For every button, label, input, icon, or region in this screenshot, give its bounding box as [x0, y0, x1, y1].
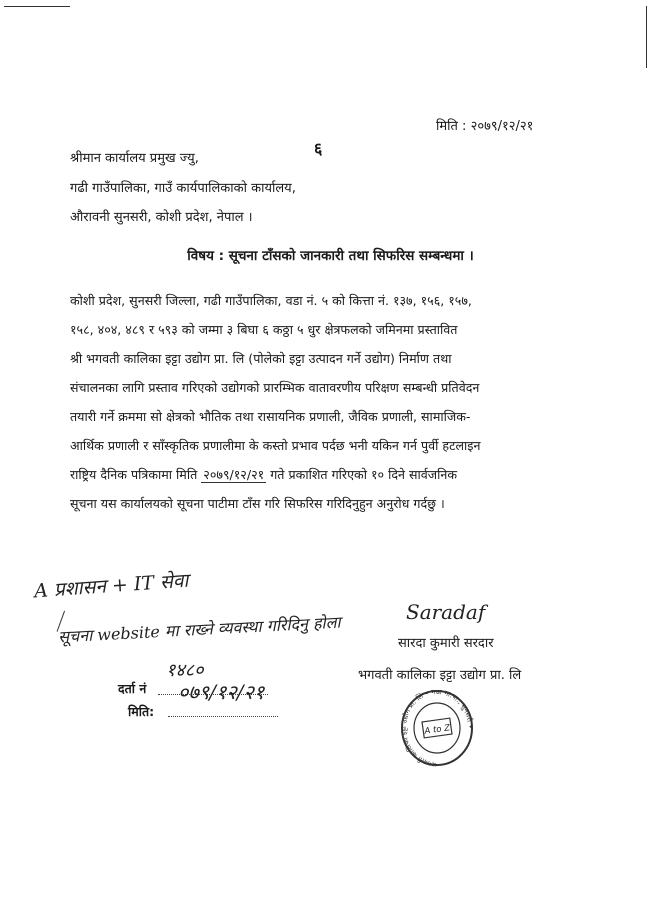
- handwritten-signature: Saradaf: [406, 600, 486, 624]
- registration-date-label: मिति:: [128, 704, 155, 719]
- letter-subject: विषय : सूचना टाँसको जानकारी तथा सिफरिस सम्बन्धमा ।: [187, 248, 474, 264]
- body-line-5: तयारी गर्ने क्रममा सो क्षेत्रको भौतिक तथा रासायनिक प्रणाली, जैविक प्रणाली, सामाजिक-: [70, 409, 471, 424]
- registration-number-value: १४८०: [166, 660, 204, 681]
- company-name: भगवती कालिका इट्टा उद्योग प्रा. लि: [358, 668, 522, 683]
- registration-date-value: ०७९/१२/२१: [178, 680, 265, 704]
- company-stamp: [400, 690, 474, 774]
- signer-name: सारदा कुमारी सरदार: [398, 636, 494, 651]
- handwritten-note-line-2: सूचना website मा राख्ने व्यवस्था गरिदिनु होला: [57, 612, 342, 647]
- body-line-3: श्री भगवती कालिका इट्टा उद्योग प्रा. लि (पोलेको इट्टा उत्पादन गर्ने उद्योग) निर्माण तथा: [70, 351, 452, 366]
- registration-date-dotted-line: [168, 716, 278, 717]
- scan-corner-mark-right: [646, 6, 647, 68]
- body-line-7-end: गते प्रकाशित गरिएको १० दिने सार्वजनिक: [270, 467, 458, 482]
- body-line-7-start: राष्ट्रिय दैनिक पत्रिकामा मिति: [70, 467, 198, 482]
- addressee-line-1: श्रीमान कार्यालय प्रमुख ज्यु,: [70, 151, 199, 166]
- registration-number-label: दर्ता नं: [118, 681, 147, 696]
- publication-date-box: २०७९/१२/२१: [203, 467, 265, 482]
- body-line-2: १५८, ४०४, ४८९ र ५९३ को जम्मा ३ बिघा ६ कठ्ठा ५ धुर क्षेत्रफलको जमिनमा प्रस्तावित: [70, 322, 458, 337]
- body-line-1: कोशी प्रदेश, सुनसरी जिल्ला, गढी गाउँपालिका, वडा नं. ५ को कित्ता नं. १३७, १५६, १५७,: [70, 293, 472, 308]
- body-line-6: आर्थिक प्रणाली र साँस्कृतिक प्रणालीमा के कस्तो प्रभाव पर्दछ भनी यकिन गर्न पुर्वी हटलाइन: [70, 438, 481, 453]
- addressee-line-3: औरावनी सुनसरी, कोशी प्रदेश, नेपाल ।: [70, 210, 253, 225]
- body-line-4: संचालनका लागि प्रस्ताव गरिएको उद्योगको प्रारम्भिक वातावरणीय परिक्षण सम्बन्धी प्रतिवेदन: [70, 380, 480, 395]
- addressee-line-2: गढी गाउँपालिका, गाउँ कार्यपालिकाको कार्यालय,: [70, 181, 296, 196]
- letter-date: मिति : २०७९/१२/२१: [436, 119, 534, 134]
- stamp-seal: [400, 690, 474, 770]
- body-line-8: सूचना यस कार्यालयको सूचना पाटीमा टाँस गरि सिफरिस गरिदिनुहुन अनुरोध गर्दछु ।: [70, 496, 445, 511]
- stamp-center-text: A to Z: [423, 723, 451, 737]
- handwritten-note-line-1: A प्रशासन + IT सेवा: [33, 569, 190, 603]
- body-line-7: [70, 466, 570, 495]
- stamp-ring-text: भगवती कालिका इट्टा उद्योग प्रा. लि • गढी गा.पा., सुनसरी •: [400, 690, 474, 769]
- letter-body: [70, 292, 570, 524]
- scan-corner-mark-top: [4, 6, 70, 7]
- page-marker: ६: [314, 139, 323, 158]
